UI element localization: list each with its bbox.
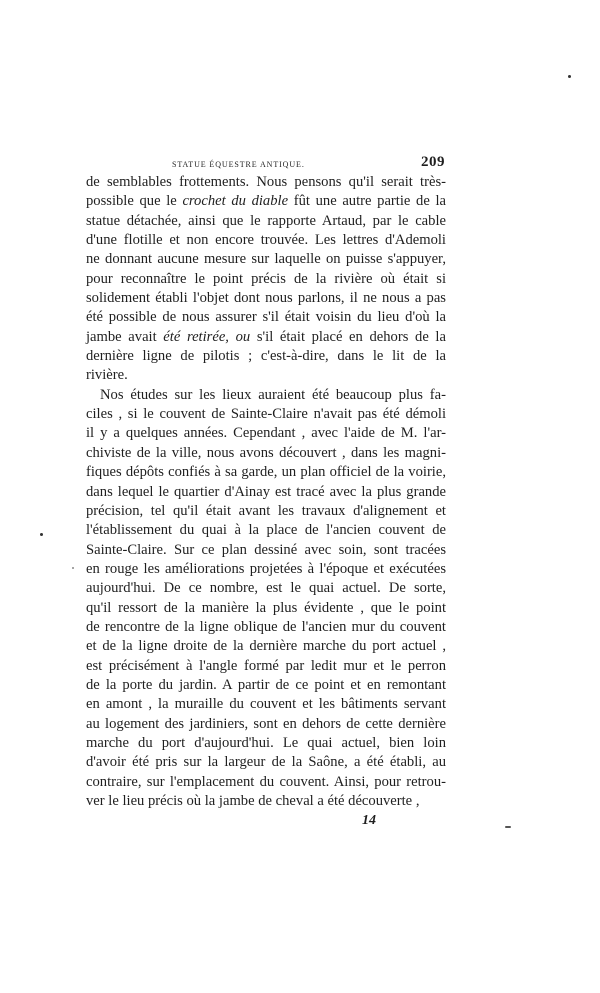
text-run: d'avoir été pris sur la largeur de la Saône, a été établi, au bbox=[86, 754, 446, 771]
text-run: d'une flotille et non encore trouvée. Les lettres d'Ademoli bbox=[86, 232, 446, 249]
text-line bbox=[86, 521, 446, 540]
text-line bbox=[86, 715, 446, 734]
italic-run: été retirée, ou bbox=[163, 328, 251, 345]
ink-speck bbox=[72, 567, 74, 569]
text-line bbox=[86, 599, 446, 618]
text-run: pour reconnaître le point précis de la rivière où était si bbox=[86, 270, 446, 287]
text-line bbox=[86, 444, 446, 463]
text-run: Sainte-Claire. Sur ce plan dessiné avec soin, sont tracées bbox=[86, 541, 446, 558]
text-run: est précisément à l'angle formé par ledit mur et le perron bbox=[86, 657, 446, 674]
ink-speck bbox=[568, 75, 571, 78]
text-line bbox=[86, 308, 446, 327]
running-title: STATUE ÉQUESTRE ANTIQUE. bbox=[172, 156, 305, 170]
text-run: ne donnant aucune mesure sur laquelle on puisse s'appuyer, bbox=[86, 251, 446, 268]
text-line bbox=[86, 618, 446, 637]
page-number: 209 bbox=[421, 154, 445, 170]
text-run: en rouge les améliorations projetées à l'époque et exécutées bbox=[86, 560, 446, 577]
text-run: et de la ligne droite de la dernière marche du port actuel , bbox=[86, 638, 446, 655]
text-run: il y a quelques années. Cependant , avec l'aide de M. l'ar- bbox=[86, 425, 446, 442]
text-line bbox=[86, 386, 446, 405]
text-run: précision, tel qu'il était avant les travaux d'alignement et bbox=[86, 502, 446, 519]
text-line bbox=[86, 270, 446, 289]
ink-speck bbox=[505, 826, 511, 828]
text-line bbox=[86, 676, 446, 695]
text-run: de semblables frottements. Nous pensons qu'il serait très- bbox=[86, 174, 446, 190]
text-run: de la porte du jardin. A partir de ce point et en remontant bbox=[86, 676, 446, 693]
text-line bbox=[86, 657, 446, 676]
text-line bbox=[86, 424, 446, 443]
text-line bbox=[86, 483, 446, 502]
text-line bbox=[86, 541, 446, 560]
text-run: dernière ligne de pilotis ; c'est-à-dire, dans le lit de la bbox=[86, 348, 446, 365]
text-line bbox=[86, 637, 446, 656]
ink-speck bbox=[40, 533, 43, 536]
text-run: solidement établi l'objet dont nous parlons, il ne nous a pas bbox=[86, 290, 446, 307]
text-run: fût une autre partie de la bbox=[288, 193, 447, 210]
text-run: contraire, sur l'emplacement du couvent. Ainsi, pour retrou- bbox=[86, 773, 446, 790]
text-line bbox=[86, 347, 446, 366]
text-run: s'il était placé en dehors de la bbox=[250, 328, 446, 345]
text-run: chiviste de la ville, nous avons découvert , dans les magni- bbox=[86, 444, 446, 461]
text-run: en amont , la muraille du couvent et les bâtiments servant bbox=[86, 696, 446, 713]
text-line bbox=[86, 212, 446, 231]
text-line bbox=[86, 463, 446, 482]
text-run: qu'il ressort de la manière la plus évidente , que le point bbox=[86, 599, 446, 616]
text-line bbox=[86, 366, 446, 385]
text-line bbox=[86, 250, 446, 269]
text-line bbox=[86, 753, 446, 772]
signature-mark: 14 bbox=[362, 813, 376, 828]
text-line bbox=[86, 231, 446, 250]
text-line bbox=[86, 792, 446, 811]
text-run: de rencontre de la ligne oblique de l'ancien mur du couvent bbox=[86, 618, 446, 635]
text-run: aujourd'hui. De ce nombre, est le quai actuel. De sorte, bbox=[86, 580, 446, 597]
text-line bbox=[86, 192, 446, 211]
text-line bbox=[86, 734, 446, 753]
text-run: été possible de nous assurer s'il était voisin du lieu d'où la bbox=[86, 309, 446, 326]
text-run: statue détachée, ainsi que le rapporte Artaud, par le cable bbox=[86, 212, 446, 229]
text-run: l'établissement du quai à la place de l'ancien couvent de bbox=[86, 522, 446, 539]
body-text bbox=[86, 173, 446, 811]
text-run: marche du port d'aujourd'hui. Le quai actuel, bien loin bbox=[86, 734, 446, 751]
text-line bbox=[86, 289, 446, 308]
text-run: au logement des jardiniers, sont en dehors de cette dernière bbox=[86, 715, 446, 732]
text-line bbox=[86, 502, 446, 521]
text-run: rivière. bbox=[86, 367, 128, 384]
text-line bbox=[86, 560, 446, 579]
text-line bbox=[86, 773, 446, 792]
text-run: Nos études sur les lieux auraient été beaucoup plus fa- bbox=[100, 386, 446, 403]
text-line bbox=[86, 173, 446, 192]
text-run: dans lequel le quartier d'Ainay est tracé avec la plus grande bbox=[86, 483, 446, 500]
text-line bbox=[86, 328, 446, 347]
text-run: possible que le bbox=[86, 193, 183, 210]
text-line bbox=[86, 579, 446, 598]
text-run: jambe avait bbox=[86, 328, 164, 345]
text-line bbox=[86, 405, 446, 424]
text-run: ver le lieu précis où la jambe de cheval a été découverte , bbox=[86, 793, 420, 809]
text-run: fiques dépôts confiés à sa garde, un plan officiel de la voirie, bbox=[86, 464, 446, 481]
italic-run: crochet du diable bbox=[182, 193, 289, 210]
running-head bbox=[0, 156, 445, 172]
text-line bbox=[86, 695, 446, 714]
text-run: ciles , si le couvent de Sainte-Claire n'avait pas été démoli bbox=[86, 406, 446, 423]
